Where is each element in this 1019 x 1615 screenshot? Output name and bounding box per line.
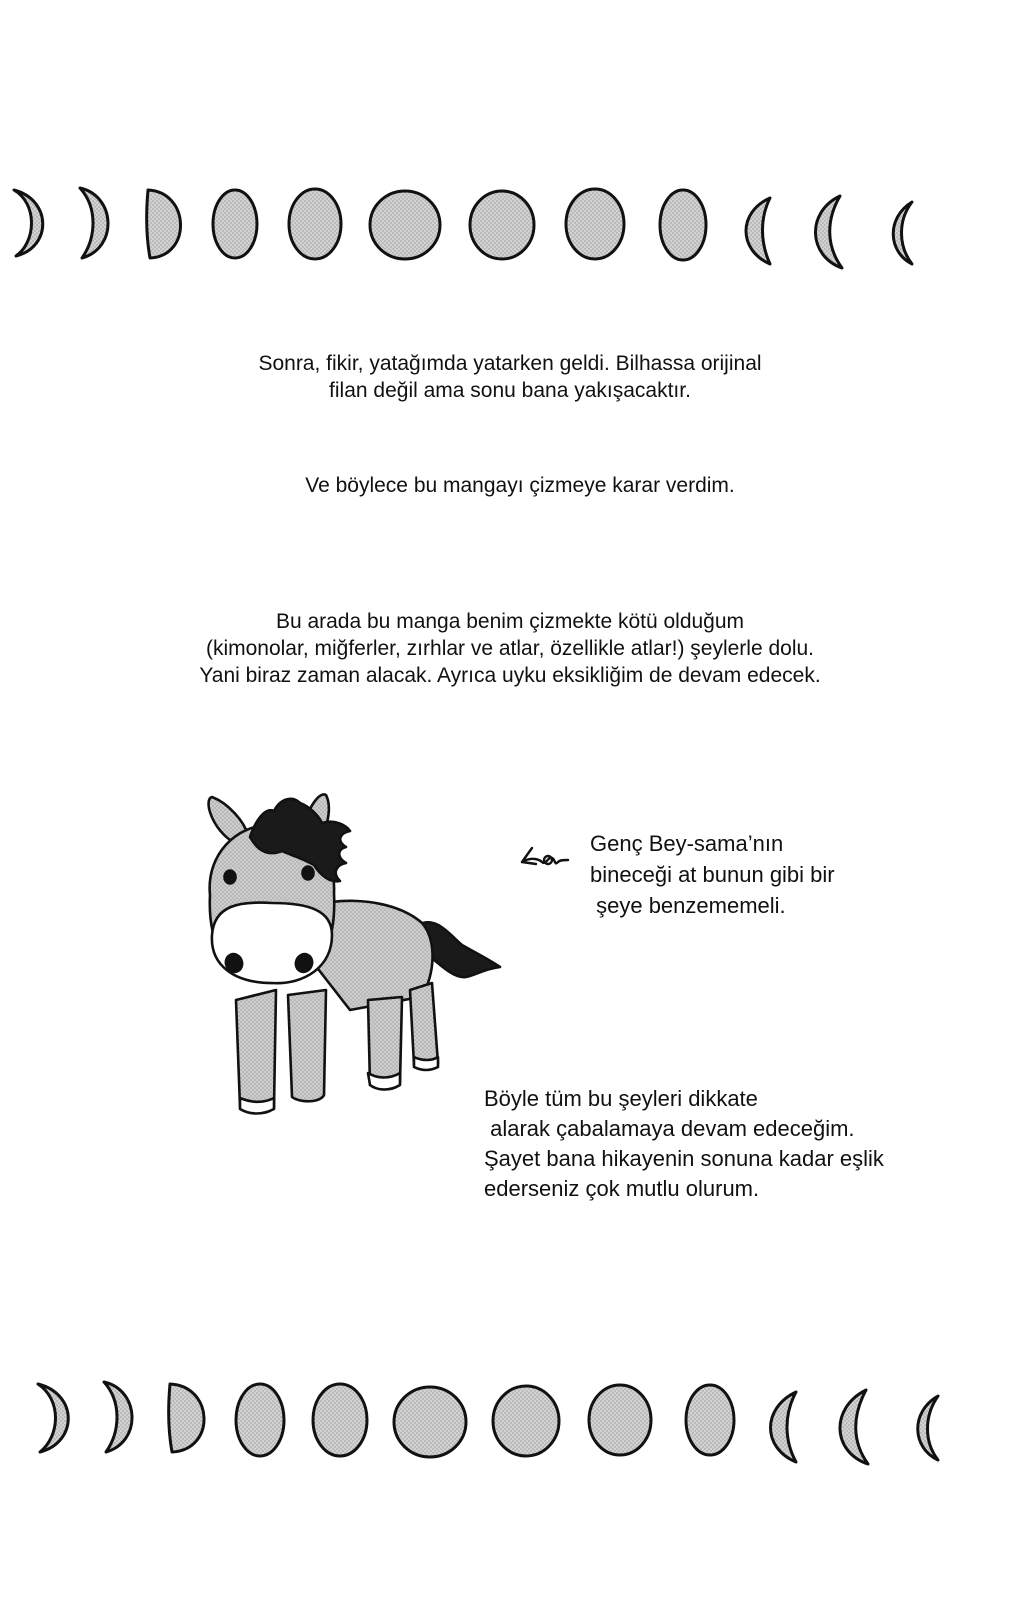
closing-paragraph	[484, 1084, 884, 1204]
text-line: Sonra, fikir, yatağımda yatarken geldi. Bilhassa orijinal	[258, 352, 762, 375]
moon-phases-top	[0, 172, 1019, 282]
text-line: Şayet bana hikayenin sonuna kadar eşlik	[484, 1146, 884, 1171]
moon-phase-icon	[38, 1384, 68, 1452]
moon-phase-icon	[104, 1382, 132, 1452]
moon-phase-icon	[236, 1384, 284, 1456]
moon-phase-icon	[147, 190, 181, 258]
moon-phase-icon	[815, 196, 842, 268]
moon-phase-icon	[370, 191, 440, 259]
text-line: Bu arada bu manga benim çizmekte kötü olduğum	[275, 610, 745, 633]
moon-phase-icon	[313, 1384, 367, 1456]
moon-phases-bottom	[0, 1372, 1019, 1482]
moon-phase-icon	[80, 188, 108, 258]
moon-phase-icon	[771, 1392, 797, 1462]
text-line: Ve böylece bu mangayı çizmeye karar verdim.	[305, 474, 735, 497]
moon-phase-icon	[746, 198, 770, 264]
text-line: Yani biraz zaman alacak. Ayrıca uyku eksikliğim de devam edecek.	[199, 664, 821, 687]
moon-phase-icon	[918, 1396, 938, 1460]
paragraph-difficulties	[130, 608, 890, 689]
pointing-arrow-icon	[518, 840, 570, 874]
text-line: filan değil ama sonu bana yakışacaktır.	[329, 379, 691, 402]
moon-phase-icon	[660, 190, 706, 260]
text-line: (kimonolar, miğferler, zırhlar ve atlar, özellikle atlar!) şeylerle dolu.	[205, 637, 815, 660]
horse-illustration	[200, 785, 510, 1130]
text-line: Böyle tüm bu şeyleri dikkate	[484, 1086, 758, 1111]
text-line: alarak çabalamaya devam edeceğim.	[484, 1116, 855, 1141]
moon-phase-icon	[893, 202, 912, 264]
moon-phase-icon	[169, 1384, 204, 1452]
moon-phase-icon	[589, 1385, 651, 1455]
moon-phase-icon	[213, 190, 257, 258]
text-line: şeye benzememeli.	[590, 893, 786, 918]
moon-phase-icon	[840, 1390, 868, 1464]
text-line: Genç Bey-sama’nın	[590, 831, 784, 856]
paragraph-idea	[150, 350, 870, 404]
moon-phase-icon	[493, 1386, 559, 1456]
paragraph-decision	[160, 472, 880, 499]
moon-phase-icon	[14, 190, 43, 256]
moon-phase-icon	[470, 191, 534, 259]
moon-phase-icon	[289, 189, 341, 259]
text-line: ederseniz çok mutlu olurum.	[484, 1176, 760, 1201]
horse-side-note	[590, 828, 835, 921]
moon-phase-icon	[686, 1385, 734, 1455]
moon-phase-icon	[566, 189, 624, 259]
text-line: bineceği at bunun gibi bir	[590, 862, 835, 887]
moon-phase-icon	[394, 1387, 466, 1457]
